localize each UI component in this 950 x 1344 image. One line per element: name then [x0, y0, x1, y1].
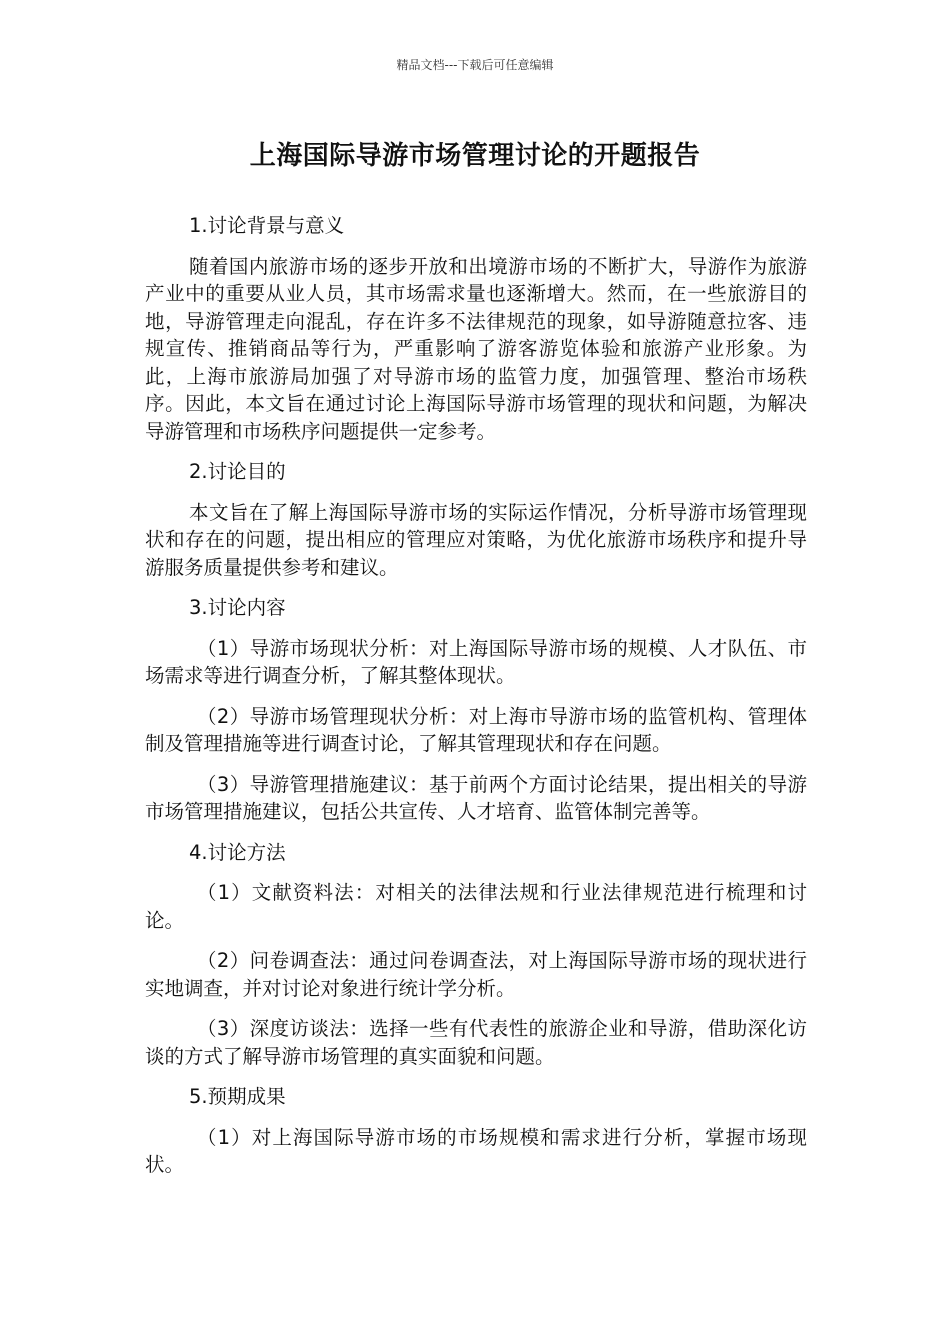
- section-heading-outcomes: 5.预期成果: [189, 1085, 286, 1108]
- document-body: [145, 212, 807, 1192]
- section-heading-content: 3.讨论内容: [189, 596, 286, 619]
- paragraph-background: 随着国内旅游市场的逐步开放和出境游市场的不断扩大，导游作为旅游产业中的重要从业人员，其市场需求量也逐渐增大。然而，在一些旅游目的地，导游管理走向混乱，存在许多不法律规范的现象，如导游随意拉客、违规宣传、推销商品等行为，严重影响了游客游览体验和旅游产业形象。为此，上海市旅游局加强了对导游市场的监管力度，加强管理、整治市场秩序。因此，本文旨在通过讨论上海国际导游市场管理的现状和问题，为解决导游管理和市场秩序问题提供一定参考。: [145, 254, 807, 443]
- list-item-method-1: （1）文献资料法：对相关的法律法规和行业法律规范进行梳理和讨论。: [145, 881, 807, 932]
- list-item-content-3: （3）导游管理措施建议：基于前两个方面讨论结果，提出相关的导游市场管理措施建议，包括公共宣传、人才培育、监管体制完善等。: [145, 772, 807, 823]
- list-item-method-2: （2）问卷调查法：通过问卷调查法，对上海国际导游市场的现状进行实地调查，并对讨论对象进行统计学分析。: [145, 949, 807, 1000]
- section-heading-background: 1.讨论背景与意义: [189, 214, 345, 237]
- section-heading-purpose: 2.讨论目的: [189, 460, 286, 483]
- list-item-content-2: （2）导游市场管理现状分析：对上海市导游市场的监管机构、管理体制及管理措施等进行调查讨论，了解其管理现状和存在问题。: [145, 704, 807, 755]
- list-item-method-3: （3）深度访谈法：选择一些有代表性的旅游企业和导游，借助深化访谈的方式了解导游市场管理的真实面貌和问题。: [145, 1017, 807, 1068]
- paragraph-purpose: 本文旨在了解上海国际导游市场的实际运作情况，分析导游市场管理现状和存在的问题，提出相应的管理应对策略，为优化旅游市场秩序和提升导游服务质量提供参考和建议。: [145, 500, 807, 579]
- document-title: 上海国际导游市场管理讨论的开题报告: [249, 141, 701, 171]
- section-heading-methods: 4.讨论方法: [189, 840, 286, 864]
- list-item-content-1: （1）导游市场现状分析：对上海国际导游市场的规模、人才队伍、市场需求等进行调查分析，了解其整体现状。: [145, 636, 807, 687]
- page-header-watermark: 精品文档---下载后可任意编辑: [396, 58, 554, 72]
- list-item-outcome-1: （1）对上海国际导游市场的市场规模和需求进行分析，掌握市场现状。: [145, 1125, 807, 1176]
